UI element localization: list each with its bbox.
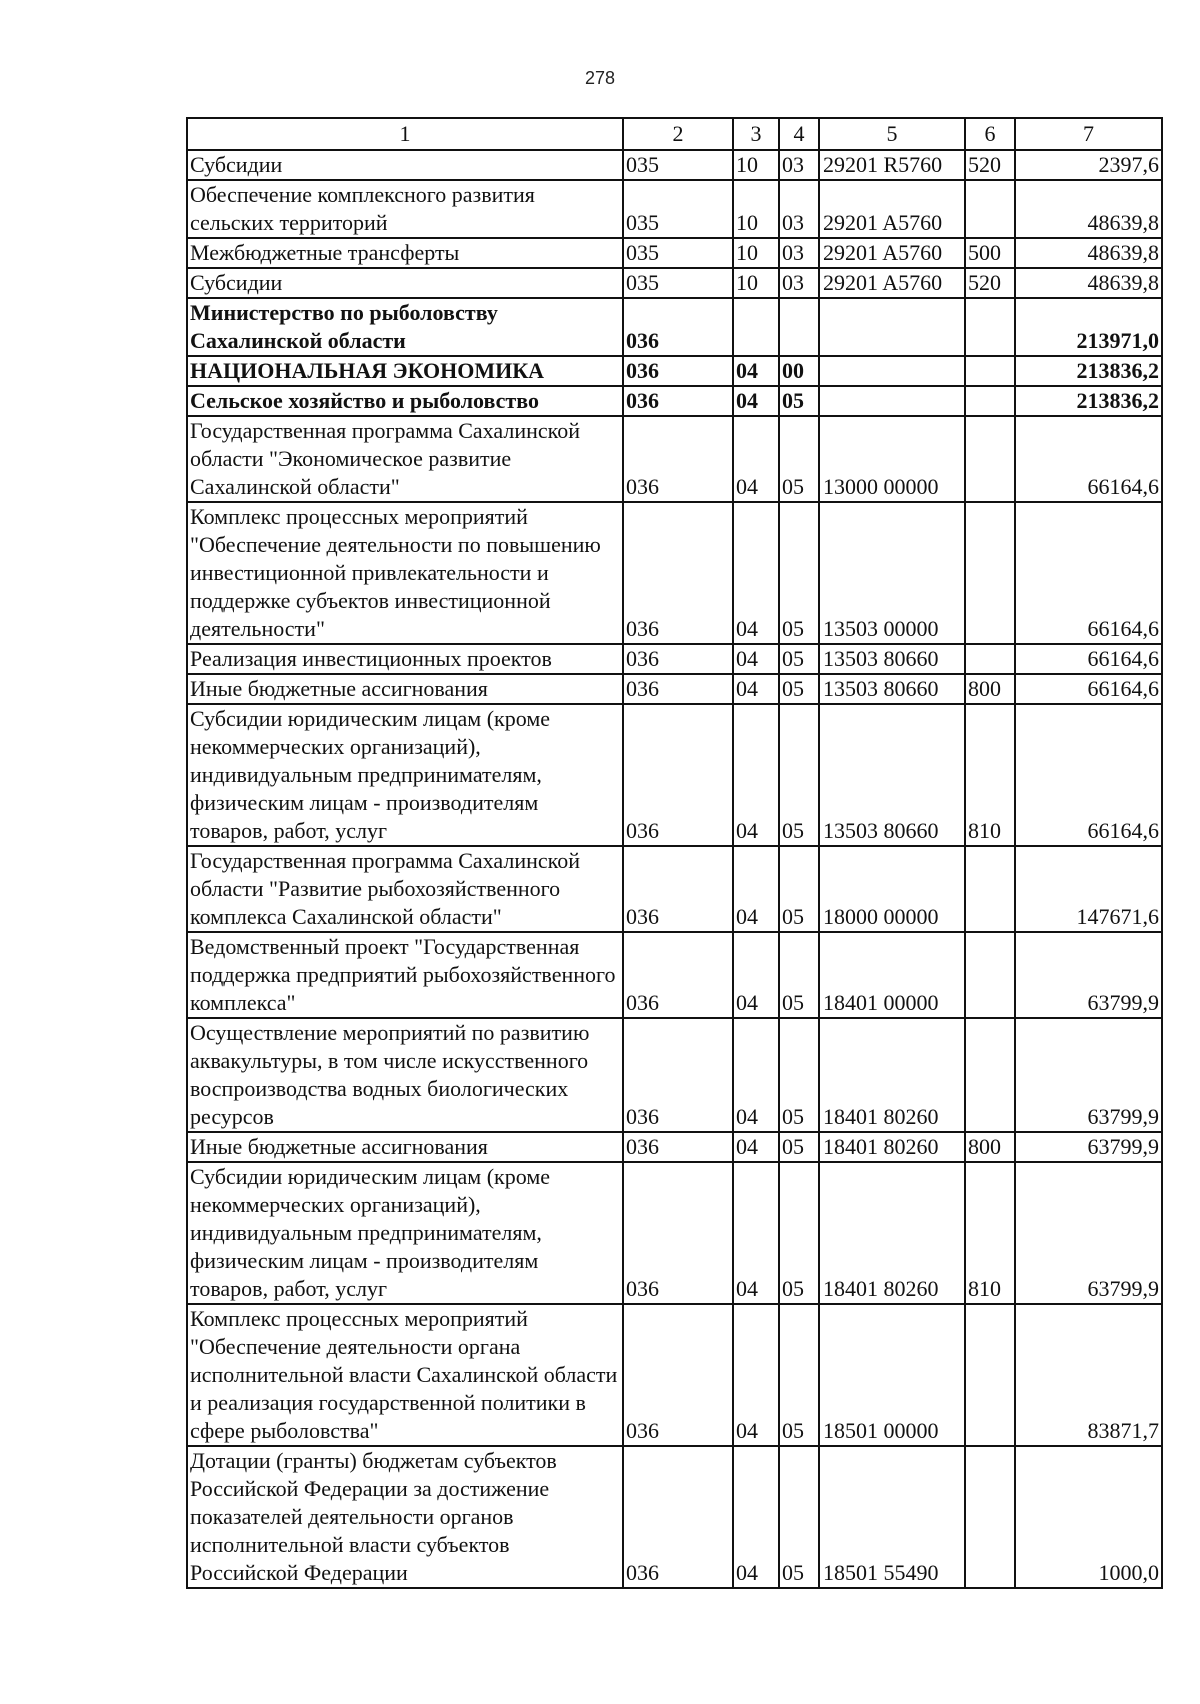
- cell-csr: 18501 55490: [819, 1446, 965, 1588]
- cell-rz: 10: [733, 180, 779, 238]
- cell-pr: 05: [779, 1132, 819, 1162]
- table-row: [187, 1446, 1162, 1588]
- cell-ved: 036: [623, 502, 733, 644]
- table-row: [187, 298, 1162, 356]
- cell-pr: 05: [779, 674, 819, 704]
- cell-rz: 04: [733, 1446, 779, 1588]
- cell-name: Реализация инвестиционных проектов: [187, 644, 623, 674]
- cell-name: Субсидии: [187, 150, 623, 180]
- cell-ved: 036: [623, 1304, 733, 1446]
- cell-csr: [819, 386, 965, 416]
- table-row: [187, 846, 1162, 932]
- cell-rz: 04: [733, 932, 779, 1018]
- cell-name: Министерство по рыболовству Сахалинской области: [187, 298, 623, 356]
- cell-rz: 04: [733, 386, 779, 416]
- cell-rz: 10: [733, 150, 779, 180]
- cell-sum: 213836,2: [1015, 386, 1162, 416]
- cell-csr: 13503 00000: [819, 502, 965, 644]
- cell-rz: 04: [733, 674, 779, 704]
- cell-csr: 29201 R5760: [819, 150, 965, 180]
- cell-vr: [965, 846, 1015, 932]
- cell-pr: 05: [779, 1018, 819, 1132]
- cell-name: Субсидии: [187, 268, 623, 298]
- table-row: [187, 502, 1162, 644]
- cell-rz: 04: [733, 416, 779, 502]
- cell-ved: 036: [623, 386, 733, 416]
- cell-ved: 036: [623, 644, 733, 674]
- cell-sum: 213836,2: [1015, 356, 1162, 386]
- cell-ved: 036: [623, 846, 733, 932]
- table-row: [187, 704, 1162, 846]
- cell-name: Комплекс процессных мероприятий "Обеспечение деятельности органа исполнительной власти Сахалинской области и реализация государственной политики в сфере рыболовства": [187, 1304, 623, 1446]
- cell-pr: 03: [779, 238, 819, 268]
- cell-rz: 04: [733, 704, 779, 846]
- cell-name: Осуществление мероприятий по развитию аквакультуры, в том числе искусственного воспроизводства водных биологических ресурсов: [187, 1018, 623, 1132]
- cell-vr: [965, 1304, 1015, 1446]
- cell-vr: [965, 932, 1015, 1018]
- table-row: [187, 238, 1162, 268]
- cell-ved: 036: [623, 1162, 733, 1304]
- table-header-row: [187, 118, 1162, 150]
- cell-rz: 04: [733, 1132, 779, 1162]
- budget-table-body: [187, 118, 1162, 1588]
- header-cell-sum: 7: [1015, 118, 1162, 150]
- cell-vr: [965, 1446, 1015, 1588]
- cell-sum: 213971,0: [1015, 298, 1162, 356]
- cell-vr: [965, 180, 1015, 238]
- cell-rz: 04: [733, 1018, 779, 1132]
- cell-csr: 13000 00000: [819, 416, 965, 502]
- header-cell-vr: 6: [965, 118, 1015, 150]
- cell-vr: [965, 1018, 1015, 1132]
- table-row: [187, 416, 1162, 502]
- cell-name: Комплекс процессных мероприятий "Обеспечение деятельности по повышению инвестиционной привлекательности и поддержке субъектов инвестиционной деятельности": [187, 502, 623, 644]
- header-cell-pr: 4: [779, 118, 819, 150]
- cell-ved: 036: [623, 674, 733, 704]
- cell-name: Субсидии юридическим лицам (кроме некоммерческих организаций), индивидуальным предпринимателям, физическим лицам - производителям товаров, работ, услуг: [187, 1162, 623, 1304]
- cell-pr: 03: [779, 180, 819, 238]
- cell-pr: 05: [779, 386, 819, 416]
- cell-ved: 036: [623, 356, 733, 386]
- table-row: [187, 386, 1162, 416]
- cell-csr: 13503 80660: [819, 674, 965, 704]
- cell-pr: 05: [779, 704, 819, 846]
- cell-vr: 500: [965, 238, 1015, 268]
- cell-pr: 03: [779, 150, 819, 180]
- header-cell-rz: 3: [733, 118, 779, 150]
- cell-pr: [779, 298, 819, 356]
- cell-vr: 800: [965, 674, 1015, 704]
- cell-sum: 147671,6: [1015, 846, 1162, 932]
- cell-sum: 1000,0: [1015, 1446, 1162, 1588]
- cell-pr: 05: [779, 1162, 819, 1304]
- table-row: [187, 268, 1162, 298]
- cell-ved: 036: [623, 704, 733, 846]
- cell-name: Обеспечение комплексного развития сельских территорий: [187, 180, 623, 238]
- cell-ved: 035: [623, 180, 733, 238]
- cell-pr: 05: [779, 644, 819, 674]
- cell-pr: 05: [779, 416, 819, 502]
- table-row: [187, 356, 1162, 386]
- cell-ved: 036: [623, 1446, 733, 1588]
- cell-sum: 66164,6: [1015, 704, 1162, 846]
- cell-name: Сельское хозяйство и рыболовство: [187, 386, 623, 416]
- cell-name: Дотации (гранты) бюджетам субъектов Российской Федерации за достижение показателей деятельности органов исполнительной власти субъектов Российской Федерации: [187, 1446, 623, 1588]
- cell-csr: 13503 80660: [819, 704, 965, 846]
- cell-rz: 04: [733, 502, 779, 644]
- cell-vr: [965, 502, 1015, 644]
- cell-pr: 00: [779, 356, 819, 386]
- cell-pr: 05: [779, 1304, 819, 1446]
- cell-ved: 036: [623, 298, 733, 356]
- table-row: [187, 674, 1162, 704]
- page-number: 278: [584, 68, 616, 88]
- table-row: [187, 150, 1162, 180]
- cell-csr: [819, 298, 965, 356]
- cell-vr: [965, 356, 1015, 386]
- cell-csr: 29201 A5760: [819, 238, 965, 268]
- cell-sum: 66164,6: [1015, 674, 1162, 704]
- cell-name: Межбюджетные трансферты: [187, 238, 623, 268]
- cell-sum: 48639,8: [1015, 180, 1162, 238]
- table-row: [187, 932, 1162, 1018]
- cell-ved: 036: [623, 416, 733, 502]
- cell-pr: 05: [779, 932, 819, 1018]
- table-row: [187, 644, 1162, 674]
- cell-pr: 03: [779, 268, 819, 298]
- cell-csr: [819, 356, 965, 386]
- cell-vr: 520: [965, 150, 1015, 180]
- cell-name: НАЦИОНАЛЬНАЯ ЭКОНОМИКА: [187, 356, 623, 386]
- cell-name: Иные бюджетные ассигнования: [187, 1132, 623, 1162]
- cell-sum: 63799,9: [1015, 1018, 1162, 1132]
- cell-ved: 036: [623, 1018, 733, 1132]
- cell-ved: 036: [623, 1132, 733, 1162]
- cell-sum: 63799,9: [1015, 1132, 1162, 1162]
- cell-vr: [965, 644, 1015, 674]
- budget-table: [186, 117, 1163, 1589]
- cell-vr: 520: [965, 268, 1015, 298]
- cell-sum: 48639,8: [1015, 238, 1162, 268]
- cell-rz: 10: [733, 268, 779, 298]
- cell-csr: 18401 80260: [819, 1018, 965, 1132]
- cell-sum: 83871,7: [1015, 1304, 1162, 1446]
- table-row: [187, 1132, 1162, 1162]
- cell-rz: [733, 298, 779, 356]
- cell-name: Государственная программа Сахалинской области "Развитие рыбохозяйственного комплекса Сахалинской области": [187, 846, 623, 932]
- cell-vr: 800: [965, 1132, 1015, 1162]
- header-cell-name: 1: [187, 118, 623, 150]
- cell-csr: 18401 00000: [819, 932, 965, 1018]
- table-row: [187, 1162, 1162, 1304]
- cell-rz: 04: [733, 356, 779, 386]
- cell-vr: [965, 298, 1015, 356]
- cell-vr: 810: [965, 704, 1015, 846]
- cell-ved: 036: [623, 932, 733, 1018]
- table-row: [187, 1018, 1162, 1132]
- cell-vr: [965, 386, 1015, 416]
- cell-csr: 18401 80260: [819, 1132, 965, 1162]
- cell-sum: 66164,6: [1015, 502, 1162, 644]
- cell-ved: 035: [623, 268, 733, 298]
- cell-pr: 05: [779, 846, 819, 932]
- cell-sum: 2397,6: [1015, 150, 1162, 180]
- cell-sum: 66164,6: [1015, 416, 1162, 502]
- cell-pr: 05: [779, 1446, 819, 1588]
- cell-csr: 29201 A5760: [819, 180, 965, 238]
- cell-ved: 035: [623, 238, 733, 268]
- cell-rz: 04: [733, 644, 779, 674]
- cell-name: Государственная программа Сахалинской области "Экономическое развитие Сахалинской области": [187, 416, 623, 502]
- cell-csr: 18000 00000: [819, 846, 965, 932]
- cell-csr: 13503 80660: [819, 644, 965, 674]
- cell-sum: 66164,6: [1015, 644, 1162, 674]
- cell-csr: 18401 80260: [819, 1162, 965, 1304]
- cell-rz: 10: [733, 238, 779, 268]
- cell-name: Субсидии юридическим лицам (кроме некоммерческих организаций), индивидуальным предпринимателям, физическим лицам - производителям товаров, работ, услуг: [187, 704, 623, 846]
- cell-ved: 035: [623, 150, 733, 180]
- cell-rz: 04: [733, 1304, 779, 1446]
- cell-name: Иные бюджетные ассигнования: [187, 674, 623, 704]
- cell-rz: 04: [733, 846, 779, 932]
- table-row: [187, 1304, 1162, 1446]
- cell-sum: 63799,9: [1015, 1162, 1162, 1304]
- cell-csr: 18501 00000: [819, 1304, 965, 1446]
- cell-sum: 63799,9: [1015, 932, 1162, 1018]
- cell-vr: [965, 416, 1015, 502]
- cell-sum: 48639,8: [1015, 268, 1162, 298]
- cell-name: Ведомственный проект "Государственная поддержка предприятий рыбохозяйственного комплекса": [187, 932, 623, 1018]
- cell-csr: 29201 A5760: [819, 268, 965, 298]
- cell-pr: 05: [779, 502, 819, 644]
- table-row: [187, 180, 1162, 238]
- cell-rz: 04: [733, 1162, 779, 1304]
- header-cell-csr: 5: [819, 118, 965, 150]
- cell-vr: 810: [965, 1162, 1015, 1304]
- header-cell-ved: 2: [623, 118, 733, 150]
